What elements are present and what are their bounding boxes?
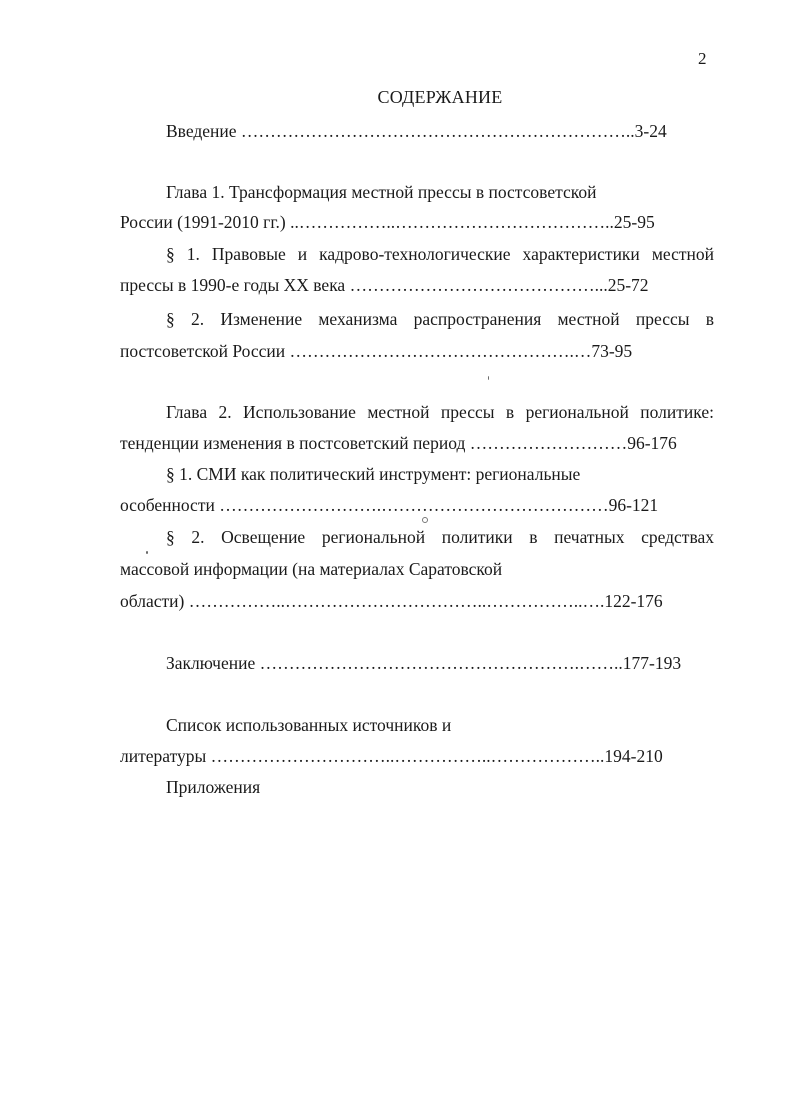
toc-entry-introduction: Введение …………………………………………………………..3-24 bbox=[166, 121, 667, 141]
scan-speck bbox=[422, 517, 428, 523]
toc-entry-chapter-1-section-1-pages: прессы в 1990-е годы XX века ……………………………………...25-72 bbox=[120, 275, 649, 295]
toc-entry-sources-pages: литературы …………………………..……………..………………..194-210 bbox=[120, 746, 663, 766]
toc-entry-chapter-2-pages: тенденции изменения в постсоветский период ………………………96-176 bbox=[120, 433, 677, 453]
toc-entry-chapter-1-section-2-title: § 2. Изменение механизма распространения местной прессы в bbox=[166, 309, 714, 329]
table-of-contents-title: СОДЕРЖАНИЕ bbox=[377, 87, 503, 107]
toc-entry-chapter-2-section-2-subtitle: массовой информации (на материалах Саратовской bbox=[120, 559, 503, 579]
toc-entry-chapter-2-section-2-title: § 2. Освещение региональной политики в печатных средствах bbox=[166, 527, 714, 547]
toc-entry-chapter-2-section-1-pages: особенности ……………………….…………………………………96-121 bbox=[120, 495, 659, 515]
toc-entry-chapter-1-section-2-pages: постсоветской России ………………………………………….…73-95 bbox=[120, 341, 633, 361]
toc-entry-chapter-1-title: Глава 1. Трансформация местной прессы в постсоветской bbox=[166, 182, 597, 202]
toc-entry-chapter-2-title: Глава 2. Использование местной прессы в региональной политике: bbox=[166, 402, 714, 422]
page-number: 2 bbox=[698, 49, 707, 68]
toc-entry-conclusion: Заключение ……………………………………………….……..177-193 bbox=[166, 653, 682, 673]
toc-entry-chapter-2-section-2-pages: области) ……………..……………………………..……………..….122-176 bbox=[120, 591, 663, 611]
toc-entry-chapter-1-pages: России (1991-2010 гг.) ..……………..………………………………..25-95 bbox=[120, 212, 655, 232]
toc-entry-sources-title: Список использованных источников и bbox=[166, 715, 452, 735]
toc-entry-chapter-2-section-1-title: § 1. СМИ как политический инструмент: региональные bbox=[166, 464, 581, 484]
scan-speck bbox=[146, 551, 148, 554]
toc-entry-chapter-1-section-1-title: § 1. Правовые и кадрово-технологические характеристики местной bbox=[166, 244, 714, 264]
toc-entry-appendix: Приложения bbox=[166, 777, 261, 797]
scan-speck bbox=[488, 376, 489, 380]
